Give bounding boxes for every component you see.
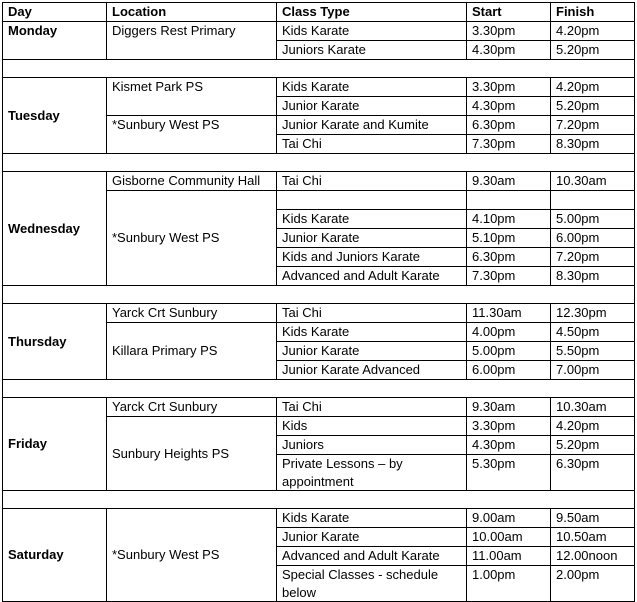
location-yarck-thu-text: Yarck Crt Sunbury (112, 305, 218, 320)
start-time-cell-text: 4.30pm (472, 437, 516, 452)
header-day (2, 2, 107, 22)
start-time-cell (466, 96, 551, 116)
finish-time-cell (550, 171, 635, 191)
header-finish (550, 2, 635, 22)
start-time-cell (466, 266, 551, 286)
class-type-cell (276, 21, 467, 41)
header-location (106, 2, 277, 22)
finish-time-cell-text: 4.20pm (556, 23, 600, 38)
class-type-cell-text: Kids (282, 418, 308, 433)
class-type-cell (276, 360, 467, 380)
finish-time-cell (550, 508, 635, 528)
header-class-type (276, 2, 467, 22)
location-sunbury-west-sat (106, 508, 277, 602)
finish-time-cell (550, 454, 635, 491)
class-type-cell-text: Tai Chi (282, 399, 322, 414)
start-time-cell (466, 416, 551, 436)
class-type-cell (276, 209, 467, 229)
finish-time-cell (550, 341, 635, 361)
class-type-cell-text: Tai Chi (282, 305, 322, 320)
start-time-cell-text: 10.00am (472, 529, 523, 544)
class-type-cell (276, 115, 467, 135)
start-time-cell (466, 546, 551, 566)
finish-time-cell (550, 115, 635, 135)
start-time-cell (466, 454, 551, 491)
class-type-cell-text: Junior Karate (282, 230, 360, 245)
day-thursday-text: Thursday (8, 333, 67, 349)
location-sunbury-west-wed-text: *Sunbury West PS (112, 230, 220, 245)
class-type-cell (276, 171, 467, 191)
start-time-cell-text: 1.00pm (472, 567, 516, 582)
class-type-cell-text: Juniors (282, 437, 324, 452)
spacer-row (2, 153, 635, 172)
class-type-cell (276, 228, 467, 248)
spacer-row (2, 379, 635, 398)
header-class-type-text: Class Type (282, 4, 350, 19)
class-type-cell-text: Tai Chi (282, 173, 322, 188)
finish-time-cell (550, 303, 635, 323)
spacer-row (2, 59, 635, 78)
start-time-cell (466, 209, 551, 229)
class-type-cell-text: Kids Karate (282, 211, 350, 226)
finish-time-cell-text: 5.20pm (556, 42, 600, 57)
day-friday-text: Friday (8, 436, 48, 451)
day-tuesday-text: Tuesday (8, 107, 60, 123)
location-sunbury-heights-text: Sunbury Heights PS (112, 445, 230, 461)
location-diggers-rest-text: Diggers Rest Primary (112, 23, 236, 38)
location-kismet-park-text: Kismet Park PS (112, 79, 204, 94)
finish-time-cell (550, 397, 635, 417)
class-type-cell (276, 527, 467, 547)
class-type-cell (276, 247, 467, 267)
class-type-cell-text: Advanced and Adult Karate (282, 268, 440, 283)
class-type-cell-text: Kids Karate (282, 324, 350, 339)
location-sunbury-heights (106, 416, 277, 491)
class-type-cell-text: Junior Karate Advanced (282, 362, 421, 377)
day-wednesday (2, 171, 107, 286)
finish-time-cell (550, 247, 635, 267)
location-yarck-thu (106, 303, 277, 323)
start-time-cell (466, 397, 551, 417)
start-time-cell-text: 6.00pm (472, 362, 516, 377)
start-time-cell-text: 4.30pm (472, 42, 516, 57)
location-kismet-park (106, 77, 277, 116)
finish-time-cell-text: 7.00pm (556, 362, 600, 377)
class-type-cell-text: Kids Karate (282, 79, 350, 94)
finish-time-cell (550, 527, 635, 547)
location-diggers-rest (106, 21, 277, 60)
finish-time-cell-empty (550, 190, 635, 210)
finish-time-cell (550, 435, 635, 455)
class-type-cell (276, 546, 467, 566)
start-time-cell-text: 5.10pm (472, 230, 516, 245)
location-sunbury-west-tue-text: *Sunbury West PS (112, 117, 220, 132)
class-type-cell-text: Junior Karate and Kumite (282, 117, 429, 132)
start-time-cell (466, 40, 551, 60)
finish-time-cell (550, 228, 635, 248)
start-time-cell-text: 9.30am (472, 173, 516, 188)
day-monday (2, 21, 107, 60)
finish-time-cell-text: 4.50pm (556, 324, 600, 339)
location-killara-text: Killara Primary PS (112, 343, 218, 358)
start-time-cell (466, 247, 551, 267)
start-time-cell-text: 7.30pm (472, 136, 516, 151)
start-time-cell (466, 228, 551, 248)
start-time-cell-text: 4.10pm (472, 211, 516, 226)
finish-time-cell-text: 10.30am (556, 399, 607, 414)
class-type-cell (276, 40, 467, 60)
finish-time-cell (550, 565, 635, 602)
day-monday-text: Monday (8, 23, 58, 38)
finish-time-cell-text: 4.20pm (556, 418, 600, 433)
day-saturday (2, 508, 107, 602)
class-type-cell-text: Junior Karate (282, 98, 360, 113)
finish-time-cell-text: 6.00pm (556, 230, 600, 245)
finish-time-cell-text: 10.30am (556, 173, 607, 188)
start-time-cell-text: 11.30am (472, 305, 522, 320)
class-type-cell-empty (276, 190, 467, 210)
start-time-cell-text: 5.00pm (472, 343, 516, 358)
class-type-cell-text: Kids and Juniors Karate (282, 249, 421, 264)
spacer-row (2, 285, 635, 304)
finish-time-cell-text: 8.30pm (556, 136, 600, 151)
finish-time-cell-text: 12.00noon (556, 548, 618, 563)
finish-time-cell-text: 9.50am (556, 510, 600, 525)
day-thursday (2, 303, 107, 380)
start-time-cell-text: 4.00pm (472, 324, 516, 339)
header-start (466, 2, 551, 22)
start-time-cell (466, 360, 551, 380)
start-time-cell (466, 322, 551, 342)
class-type-cell-text: Private Lessons – by appointment (282, 456, 403, 489)
class-type-cell (276, 565, 467, 602)
start-time-cell (466, 115, 551, 135)
location-sunbury-west-tue (106, 115, 277, 154)
class-type-cell (276, 454, 467, 491)
location-yarck-fri (106, 397, 277, 417)
class-type-cell-text: Junior Karate (282, 529, 360, 544)
class-type-cell (276, 341, 467, 361)
finish-time-cell (550, 546, 635, 566)
header-day-text: Day (8, 4, 32, 19)
finish-time-cell-text: 5.00pm (556, 211, 600, 226)
day-saturday-text: Saturday (8, 547, 64, 562)
finish-time-cell-text: 5.20pm (556, 437, 600, 452)
start-time-cell-empty (466, 190, 551, 210)
finish-time-cell (550, 209, 635, 229)
class-type-cell-text: Junior Karate (282, 343, 360, 358)
finish-time-cell-text: 6.30pm (556, 456, 600, 471)
finish-time-cell-text: 5.50pm (556, 343, 600, 358)
class-type-cell (276, 96, 467, 116)
header-location-text: Location (112, 4, 167, 19)
start-time-cell (466, 435, 551, 455)
class-type-cell (276, 416, 467, 436)
class-type-cell-text: Special Classes - schedule below (282, 567, 439, 600)
class-type-cell (276, 134, 467, 154)
start-time-cell-text: 3.30pm (472, 79, 516, 94)
finish-time-cell (550, 21, 635, 41)
class-type-cell (276, 77, 467, 97)
start-time-cell (466, 341, 551, 361)
start-time-cell-text: 4.30pm (472, 98, 516, 113)
finish-time-cell-text: 10.50am (556, 529, 607, 544)
start-time-cell (466, 171, 551, 191)
start-time-cell (466, 77, 551, 97)
start-time-cell-text: 3.30pm (472, 418, 516, 433)
location-killara (106, 322, 277, 380)
class-type-cell (276, 266, 467, 286)
finish-time-cell-text: 2.00pm (556, 567, 600, 582)
start-time-cell-text: 6.30pm (472, 117, 516, 132)
finish-time-cell-text: 8.30pm (556, 268, 600, 283)
start-time-cell-text: 11.00am (472, 548, 522, 563)
header-finish-text: Finish (556, 4, 595, 19)
finish-time-cell-text: 7.20pm (556, 249, 600, 264)
class-type-cell-text: Tai Chi (282, 136, 322, 151)
class-type-cell-text: Advanced and Adult Karate (282, 548, 440, 563)
finish-time-cell (550, 96, 635, 116)
location-gisborne-text: Gisborne Community Hall (112, 173, 261, 188)
finish-time-cell-text: 5.20pm (556, 98, 600, 113)
start-time-cell-text: 9.00am (472, 510, 516, 525)
start-time-cell (466, 527, 551, 547)
finish-time-cell (550, 77, 635, 97)
finish-time-cell (550, 134, 635, 154)
start-time-cell (466, 565, 551, 602)
class-type-cell-text: Juniors Karate (282, 42, 366, 57)
class-type-cell (276, 435, 467, 455)
day-wednesday-text: Wednesday (8, 220, 81, 236)
start-time-cell (466, 508, 551, 528)
start-time-cell (466, 303, 551, 323)
day-tuesday (2, 77, 107, 154)
finish-time-cell (550, 416, 635, 436)
location-yarck-fri-text: Yarck Crt Sunbury (112, 399, 218, 414)
start-time-cell-text: 5.30pm (472, 456, 516, 471)
finish-time-cell (550, 266, 635, 286)
finish-time-cell (550, 322, 635, 342)
header-start-text: Start (472, 4, 502, 19)
location-sunbury-west-wed (106, 190, 277, 286)
location-gisborne (106, 171, 277, 191)
class-type-cell (276, 397, 467, 417)
finish-time-cell (550, 360, 635, 380)
class-type-cell (276, 303, 467, 323)
start-time-cell-text: 9.30am (472, 399, 516, 414)
finish-time-cell-text: 12.30pm (556, 305, 607, 320)
class-type-cell (276, 508, 467, 528)
class-type-cell-text: Kids Karate (282, 23, 350, 38)
class-type-cell-text: Kids Karate (282, 510, 350, 525)
start-time-cell-text: 6.30pm (472, 249, 516, 264)
start-time-cell (466, 21, 551, 41)
class-type-cell (276, 322, 467, 342)
spacer-row (2, 490, 635, 509)
start-time-cell-text: 3.30pm (472, 23, 516, 38)
start-time-cell (466, 134, 551, 154)
timetable (3, 3, 635, 598)
finish-time-cell-text: 7.20pm (556, 117, 600, 132)
finish-time-cell (550, 40, 635, 60)
finish-time-cell-text: 4.20pm (556, 79, 600, 94)
start-time-cell-text: 7.30pm (472, 268, 516, 283)
day-friday (2, 397, 107, 491)
location-sunbury-west-sat-text: *Sunbury West PS (112, 547, 220, 562)
